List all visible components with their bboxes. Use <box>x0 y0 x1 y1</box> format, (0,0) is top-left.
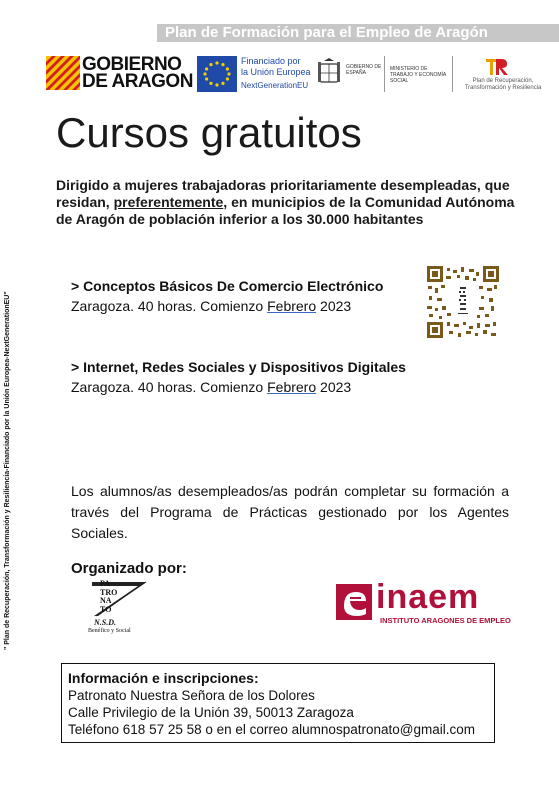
spain-coat-of-arms-icon <box>318 58 340 86</box>
patronato-letters-3: NA <box>100 596 112 605</box>
course-title: > Conceptos Básicos De Comercio Electrónico <box>71 278 384 294</box>
eu-flag-icon <box>197 56 237 92</box>
aragon-flag-icon <box>46 56 80 90</box>
intro-underlined: preferentemente <box>113 194 224 210</box>
intro-paragraph <box>56 177 532 228</box>
intro-text-part1: Dirigido a mujeres trabajadoras prioritariamente desempleadas, que residan, <box>56 177 510 210</box>
info-organization: Patronato Nuestra Señora de los Dolores <box>68 688 315 703</box>
patronato-nsd: N.S.D. <box>94 618 117 627</box>
course-detail <box>71 378 406 396</box>
program-banner: Plan de Formación para el Empleo de Aragón <box>157 24 559 42</box>
patronato-letters-2: TRO <box>100 587 118 597</box>
course-year: 2023 <box>316 298 352 314</box>
page-title: Cursos gratuitos <box>56 109 362 156</box>
course-detail-text: Zaragoza. 40 horas. Comienzo <box>71 298 268 314</box>
organized-by-label: Organizado por: <box>71 560 187 577</box>
logo-divider <box>452 56 453 92</box>
info-address: Calle Privilegio de la Unión 39, 50013 Zaragoza <box>68 705 354 720</box>
inaem-e-icon <box>336 584 372 620</box>
aragon-logo-line1: GOBIERNO <box>82 54 182 75</box>
logo-divider <box>384 56 385 92</box>
prtr-mark-icon <box>482 56 512 78</box>
inaem-name: inaem <box>376 578 480 616</box>
course-year: 2023 <box>316 379 352 395</box>
patronato-subtitle: Benéfico y Social <box>88 628 131 634</box>
course-title: > Internet, Redes Sociales y Dispositivos Digitales <box>71 359 406 375</box>
info-heading: Información e inscripciones: <box>68 670 259 686</box>
eu-logo-line2: la Unión Europea <box>241 67 311 77</box>
patronato-letters-4: TO <box>100 604 112 614</box>
course-month: Febrero <box>267 298 317 314</box>
course-detail-text: Zaragoza. 40 horas. Comienzo <box>71 379 268 395</box>
inaem-logo <box>336 578 516 628</box>
course-item <box>71 358 406 396</box>
prtr-logo <box>452 56 552 94</box>
aragon-logo-line2: DE ARAGON <box>82 71 193 92</box>
ministry-text: MINISTERIO DE TRABAJO Y ECONOMÍA SOCIAL <box>390 66 446 84</box>
eu-logo-line3: NextGenerationEU <box>241 81 309 90</box>
course-item <box>71 277 383 315</box>
intro-text-part2: , en municipios de la Comunidad Autónoma de Aragón de población inferior a los 30.000 habitantes <box>56 194 515 227</box>
internship-note: Los alumnos/as desempleados/as podrán completar su formación a través del Programa de Prácticas gestionado por los Agentes Sociales. <box>71 483 509 541</box>
side-funding-text: " Plan de Recuperación, Transformación y Resiliencia-Financiado por la Unión Europea-NextGenerationEU" <box>4 291 11 650</box>
inaem-subtitle: INSTITUTO ARAGONES DE EMPLEO <box>380 616 511 625</box>
spain-gov-text: GOBIERNO DE ESPAÑA <box>346 64 382 76</box>
course-detail <box>71 297 383 315</box>
eu-funding-logo <box>197 56 312 94</box>
prtr-text: Plan de Recuperación, Transformación y Resiliencia <box>464 78 542 91</box>
eu-logo-line1: Financiado por <box>241 56 301 66</box>
qr-code-icon[interactable] <box>427 266 499 338</box>
info-contact[interactable]: Teléfono 618 57 25 58 o en el correo alumnospatronato@gmail.com <box>68 722 475 737</box>
contact-info-box <box>61 663 495 743</box>
course-month: Febrero <box>267 379 317 395</box>
gobierno-aragon-logo <box>46 56 194 94</box>
patronato-letters-1: PA <box>100 579 111 588</box>
patronato-emblem-icon <box>88 580 152 620</box>
spain-ministry-logo <box>318 56 448 94</box>
patronato-logo <box>88 580 152 638</box>
